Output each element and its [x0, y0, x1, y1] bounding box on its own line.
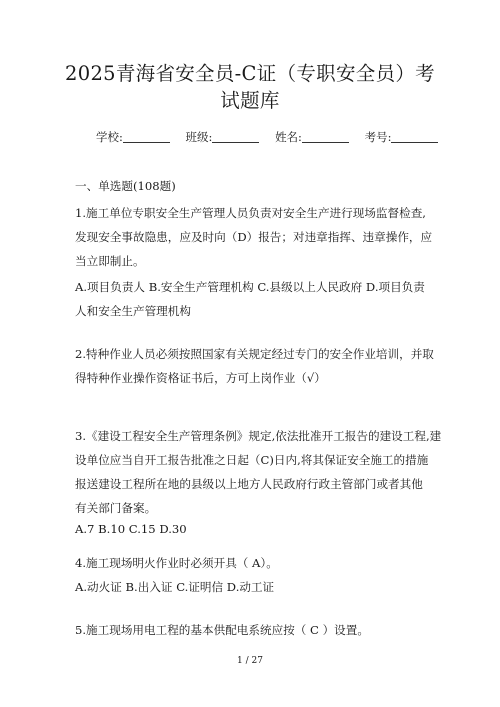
- question-5-line-1: 5.施工现场用电工程的基本供配电系统应按（ C ）设置。: [75, 623, 369, 637]
- question-3-line-2: 设单位应当自开工报告批准之日起（C)日内,将其保证安全施工的措施: [75, 453, 429, 467]
- question-1-line-2: 发现安全事故隐患，应及时向（D）报告；对违章指挥、违章操作，应: [75, 230, 433, 244]
- class-blank: [212, 130, 259, 143]
- student-info-fields: [96, 129, 438, 145]
- question-3-line-3: 报送建设工程所在地的县级以上地方人民政府行政主管部门或者其他: [75, 477, 423, 491]
- question-4-line-1: 4.施工现场明火作业时必须开具（ A）。: [75, 556, 278, 570]
- question-1-options-line-1: A.项目负责人 B.安全生产管理机构 C.县级以上人民政府 D.项目负责: [75, 280, 425, 294]
- exam-number-label: 考号:: [364, 130, 392, 144]
- page-number: 1 / 27: [237, 656, 263, 666]
- question-2-line-1: 2.特种作业人员必须按照国家有关规定经过专门的安全作业培训，并取: [75, 347, 434, 361]
- school-blank: [123, 130, 170, 143]
- question-4-options: A.动火证 B.出入证 C.证明信 D.动工证: [75, 580, 275, 594]
- question-3-line-1: 3.《建设工程安全生产管理条例》规定,依法批准开工报告的建设工程,建: [75, 429, 442, 443]
- question-1-line-3: 当立即制止。: [75, 254, 145, 268]
- name-blank: [302, 130, 349, 143]
- exam-number-blank: [391, 130, 438, 143]
- class-label: 班级:: [185, 130, 213, 144]
- question-1-options-line-2: 人和安全生产管理机构: [75, 304, 191, 318]
- section-heading: 一、单选题(108题): [75, 179, 176, 193]
- question-3-line-4: 有关部门备案。: [75, 501, 157, 515]
- question-3-options: A.7 B.10 C.15 D.30: [75, 522, 187, 536]
- name-label: 姓名:: [275, 130, 302, 144]
- school-label: 学校:: [96, 130, 123, 144]
- document-title-line-1: 2025青海省安全员-C证（专职安全员）考: [65, 62, 435, 85]
- question-1-line-1: 1.施工单位专职安全生产管理人员负责对安全生产进行现场监督检查,: [75, 206, 426, 220]
- question-2-line-2: 得特种作业操作资格证书后，方可上岗作业（√）: [75, 371, 326, 385]
- document-title-line-2: 试题库: [220, 89, 280, 112]
